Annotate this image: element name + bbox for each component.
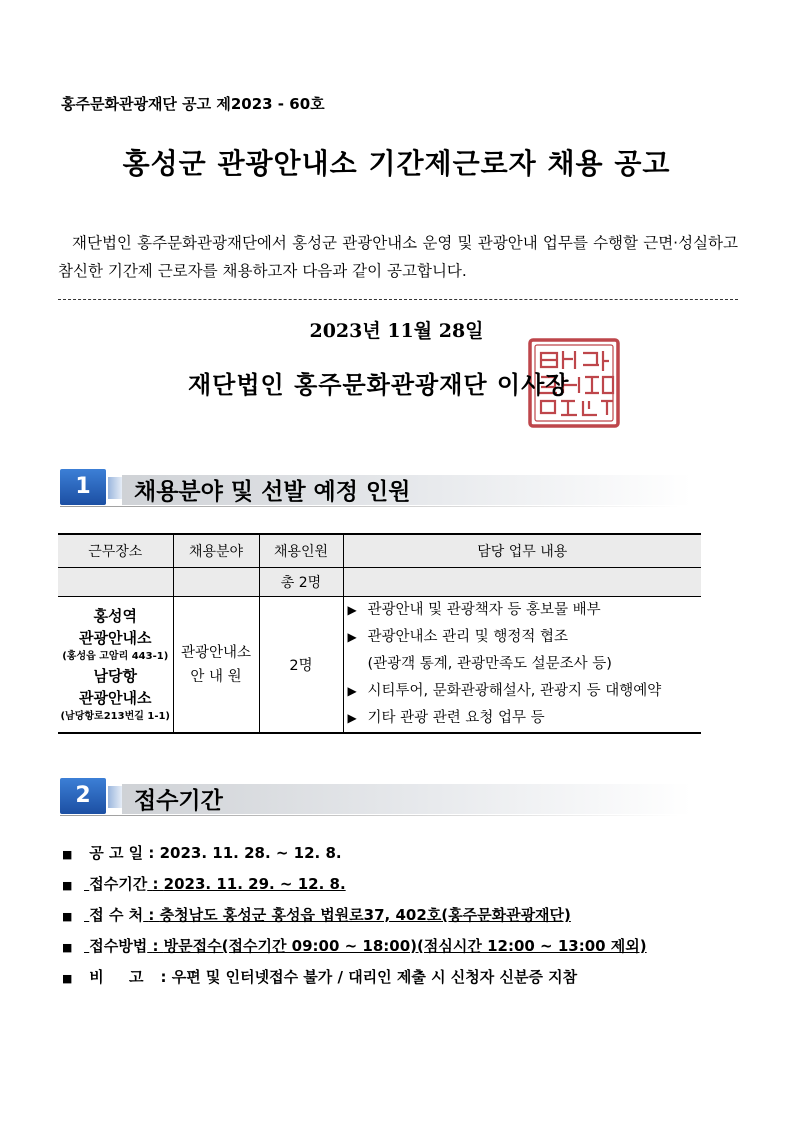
dashed-divider [58,299,738,300]
issuer-name: 재단법인 홍주문화관광재단 이사장 [188,370,570,399]
section1-number: 1 [60,469,106,505]
page-title: 홍성군 관광안내소 기간제근로자 채용 공고 [122,147,671,180]
list-item: ■ 접 수 처 : 충청남도 홍성군 홍성읍 법원로37, 402호(홍주문화관광재단) [62,900,647,931]
count-cell: 2명 [259,597,343,734]
item-label: 접수기간 [89,875,148,893]
square-bullet-icon: ■ [62,941,73,954]
list-item: ■ 접수방법 : 방문접수(접수기간 09:00 ~ 18:00)(점심시간 12:00 ~ 13:00 제외) [62,931,647,962]
table-row [58,597,701,734]
field-name-a: 관광안내소 [180,644,252,661]
section1-title: 채용분야 및 선발 예정 인원 [134,479,411,505]
list-item: ■ 접수기간 : 2023. 11. 29. ~ 12. 8. [62,869,647,900]
field-name-b: 안 내 원 [190,668,242,685]
item-value: 2023. 11. 29. ~ 12. 8. [163,875,346,893]
duties-cell [343,597,701,734]
total-count: 총 2명 [259,568,343,597]
item-value: 우편 및 인터넷접수 불가 / 대리인 제출 시 신청자 신분증 지참 [171,968,578,986]
bullet-arrow-icon: ▶ [347,603,357,617]
workplace-cell [58,597,173,734]
place2-name-a: 남당항 [93,666,137,685]
duty-item: ▶ 기타 관광 관련 요청 업무 등 [348,705,702,732]
item-value: 방문접수(접수기간 09:00 ~ 18:00)(점심시간 12:00 ~ 13:00 제외) [163,937,647,955]
item-label: 공 고 일 [89,844,144,862]
list-item: ■ 공 고 일 : 2023. 11. 28. ~ 12. 8. [62,838,647,869]
field-cell [173,597,259,734]
section1-header [58,469,698,509]
reception-list [62,838,647,993]
duty-item: ▶ 관광안내소 관리 및 행정적 협조 [348,624,702,651]
header-count: 채용인원 [259,534,343,568]
duty-item: ▶ 관광안내 및 관광책자 등 홍보물 배부 [348,597,702,624]
bullet-arrow-icon: ▶ [347,711,357,725]
intro-text: 재단법인 홍주문화관광재단에서 홍성군 관광안내소 운영 및 관광안내 업무를 수행할 근면·성실하고 참신한 기간제 근로자를 채용하고자 다음과 같이 공고합니다. [58,234,738,280]
square-bullet-icon: ■ [62,972,73,985]
section2-number: 2 [60,778,106,814]
item-value: 2023. 11. 28. ~ 12. 8. [159,844,342,862]
header-workplace: 근무장소 [58,534,173,568]
place1-name-a: 홍성역 [93,606,137,625]
header-field: 채용분야 [173,534,259,568]
intro-paragraph [58,229,738,285]
seal-text: 재단법인 홍주문화관광재단 [574,427,586,428]
place1-name-b: 관광안내소 [79,628,152,647]
square-bullet-icon: ■ [62,848,73,861]
duty-item: ▶ 시티투어, 문화관광해설사, 관광지 등 대행예약 [348,678,702,705]
item-label: 접수방법 [89,937,148,955]
place1-address: (홍성읍 고암리 443-1) [62,650,169,662]
square-bullet-icon: ■ [62,879,73,892]
duty-item-detail: (관광객 통계, 관광만족도 설문조사 등) [367,656,612,672]
total-row [58,568,701,597]
bullet-arrow-icon: ▶ [347,684,357,698]
notice-number: 홍주문화관광재단 공고 제2023 - 60호 [61,95,325,113]
place2-address: (남당항로213번길 1-1) [60,710,171,722]
section2-header [58,778,698,818]
item-value: 충청남도 홍성군 홍성읍 법원로37, 402호(홍주문화관광재단) [159,906,571,924]
header-duties: 담당 업무 내용 [343,534,701,568]
announcement-date: 2023년 11월 28일 [309,320,484,342]
section2-title: 접수기간 [134,788,223,814]
square-bullet-icon: ■ [62,910,73,923]
list-item: ■ 비 고 : 우편 및 인터넷접수 불가 / 대리인 제출 시 신청자 신분증 지참 [62,962,647,993]
place2-name-b: 관광안내소 [79,688,152,707]
item-label: 접 수 처 [89,906,144,924]
item-label: 비 고 [89,968,154,986]
recruitment-table [58,533,701,734]
table-header-row [58,534,701,568]
bullet-arrow-icon: ▶ [347,630,357,644]
